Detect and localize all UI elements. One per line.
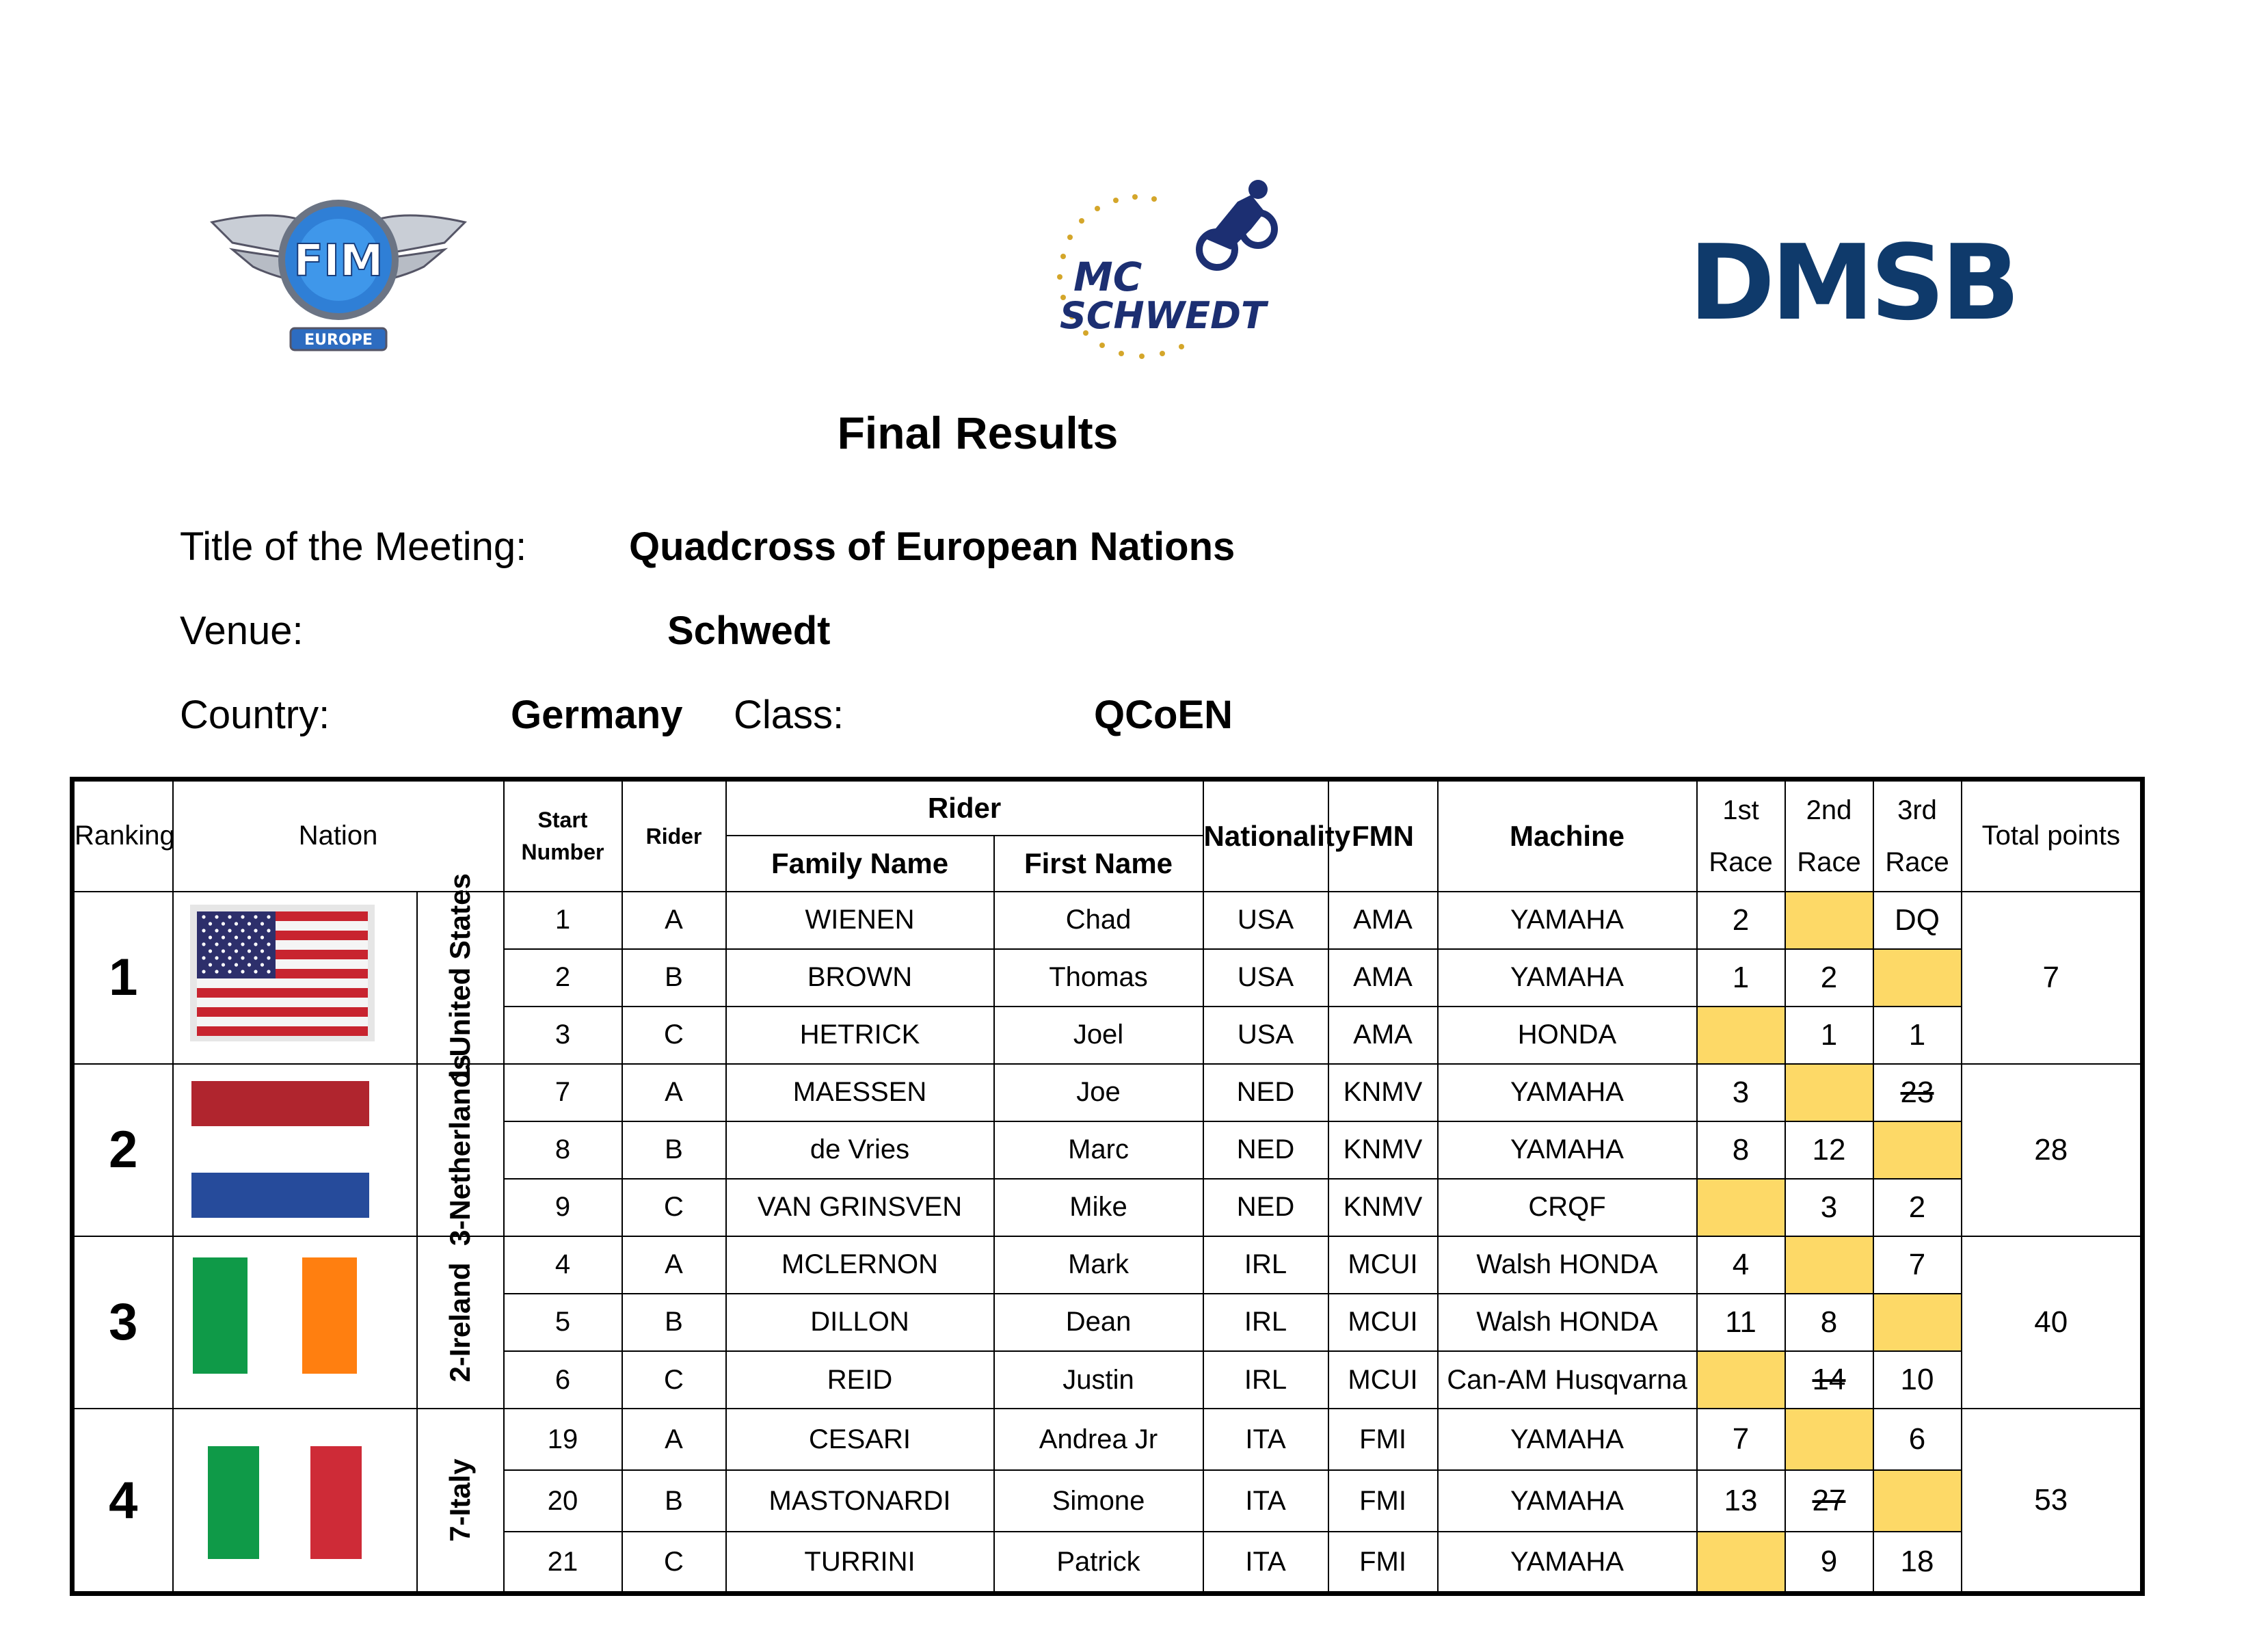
family-name-cell: BROWN <box>726 949 994 1007</box>
nation-flag-cell <box>173 1409 417 1593</box>
race-1-cell: 4 <box>1697 1236 1785 1294</box>
race-3-cell: 6 <box>1873 1409 1962 1470</box>
race-3-cell <box>1873 949 1962 1007</box>
race-2-cell: 14 <box>1785 1351 1873 1409</box>
header-start-number: Start Number <box>504 780 622 892</box>
header-nation: Nation <box>173 780 504 892</box>
rider-letter-cell: A <box>622 1409 726 1470</box>
race-2-cell <box>1785 1236 1873 1294</box>
race-1-cell: 13 <box>1697 1470 1785 1532</box>
family-name-cell: de Vries <box>726 1121 994 1179</box>
nationality-cell: USA <box>1203 949 1328 1007</box>
start-number-cell: 5 <box>504 1294 622 1351</box>
first-name-cell: Patrick <box>994 1532 1203 1593</box>
nation-flag-cell <box>173 892 417 1064</box>
race-3-cell: 10 <box>1873 1351 1962 1409</box>
svg-text:FIM: FIM <box>293 236 384 287</box>
rider-letter-cell: A <box>622 892 726 949</box>
rider-letter-cell: A <box>622 1236 726 1294</box>
start-number-cell: 21 <box>504 1532 622 1593</box>
machine-cell: YAMAHA <box>1438 1121 1697 1179</box>
header-ranking: Ranking <box>72 780 173 892</box>
header-nationality: Nationality <box>1203 780 1328 892</box>
class-value: QCoEN <box>1094 693 1233 737</box>
first-name-cell: Joel <box>994 1007 1203 1064</box>
svg-text:SCHWEDT: SCHWEDT <box>1060 294 1266 337</box>
country-value: Germany <box>511 693 683 737</box>
nationality-cell: USA <box>1203 892 1328 949</box>
country-label: Country: <box>180 693 330 737</box>
first-name-cell: Dean <box>994 1294 1203 1351</box>
nationality-cell: IRL <box>1203 1294 1328 1351</box>
dmsb-logo: DMSB <box>1689 222 2016 343</box>
total-points-cell: 53 <box>1962 1409 2143 1593</box>
header-race-3: 3rd Race <box>1873 780 1962 892</box>
nationality-cell: IRL <box>1203 1236 1328 1294</box>
usa-flag-icon <box>190 905 375 1041</box>
header-rider: Rider <box>622 780 726 892</box>
ireland-flag-icon <box>193 1257 357 1374</box>
header-family-name: Family Name <box>726 836 994 892</box>
rider-letter-cell: C <box>622 1532 726 1593</box>
race-3-cell: 18 <box>1873 1532 1962 1593</box>
race-1-cell <box>1697 1532 1785 1593</box>
machine-cell: YAMAHA <box>1438 1409 1697 1470</box>
race-3-cell: 23 <box>1873 1064 1962 1121</box>
total-points-cell: 7 <box>1962 892 2143 1064</box>
svg-text:MC: MC <box>1073 254 1142 300</box>
venue-label: Venue: <box>180 609 304 653</box>
header-fmn: FMN <box>1328 780 1438 892</box>
first-name-cell: Simone <box>994 1470 1203 1532</box>
start-number-cell: 1 <box>504 892 622 949</box>
race-3-cell <box>1873 1121 1962 1179</box>
family-name-cell: TURRINI <box>726 1532 994 1593</box>
rider-letter-cell: C <box>622 1007 726 1064</box>
rank-cell: 2 <box>72 1064 173 1236</box>
nation-name-cell <box>417 1236 504 1409</box>
family-name-cell: MASTONARDI <box>726 1470 994 1532</box>
total-points-cell: 28 <box>1962 1064 2143 1236</box>
start-number-cell: 3 <box>504 1007 622 1064</box>
first-name-cell: Andrea Jr <box>994 1409 1203 1470</box>
rider-letter-cell: B <box>622 949 726 1007</box>
race-2-cell <box>1785 1064 1873 1121</box>
race-1-cell: 2 <box>1697 892 1785 949</box>
machine-cell: HONDA <box>1438 1007 1697 1064</box>
first-name-cell: Chad <box>994 892 1203 949</box>
nation-flag-cell <box>173 1236 417 1409</box>
race-1-cell <box>1697 1179 1785 1236</box>
machine-cell: YAMAHA <box>1438 1470 1697 1532</box>
total-points-cell: 40 <box>1962 1236 2143 1409</box>
header-rider-group: Rider <box>726 780 1203 836</box>
fmn-cell: MCUI <box>1328 1236 1438 1294</box>
start-number-cell: 4 <box>504 1236 622 1294</box>
race-2-cell: 8 <box>1785 1294 1873 1351</box>
nationality-cell: ITA <box>1203 1470 1328 1532</box>
race-2-cell: 1 <box>1785 1007 1873 1064</box>
fim-europe-logo <box>205 195 472 359</box>
class-label: Class: <box>734 693 844 737</box>
machine-cell: YAMAHA <box>1438 1064 1697 1121</box>
start-number-cell: 6 <box>504 1351 622 1409</box>
race-1-cell: 8 <box>1697 1121 1785 1179</box>
machine-cell: YAMAHA <box>1438 892 1697 949</box>
first-name-cell: Thomas <box>994 949 1203 1007</box>
machine-cell: CRQF <box>1438 1179 1697 1236</box>
fmn-cell: KNMV <box>1328 1179 1438 1236</box>
page-title: Final Results <box>837 408 1119 458</box>
race-1-cell: 7 <box>1697 1409 1785 1470</box>
nationality-cell: NED <box>1203 1121 1328 1179</box>
race-1-cell <box>1697 1351 1785 1409</box>
table-row <box>72 1064 2143 1121</box>
family-name-cell: DILLON <box>726 1294 994 1351</box>
nationality-cell: USA <box>1203 1007 1328 1064</box>
nationality-cell: ITA <box>1203 1532 1328 1593</box>
first-name-cell: Mark <box>994 1236 1203 1294</box>
race-2-cell: 9 <box>1785 1532 1873 1593</box>
nation-name: 2-Ireland <box>444 1262 476 1383</box>
rank-cell: 3 <box>72 1236 173 1409</box>
fmn-cell: KNMV <box>1328 1121 1438 1179</box>
machine-cell: YAMAHA <box>1438 1532 1697 1593</box>
nationality-cell: NED <box>1203 1179 1328 1236</box>
fmn-cell: FMI <box>1328 1470 1438 1532</box>
header-race-1: 1st Race <box>1697 780 1785 892</box>
rank-cell: 4 <box>72 1409 173 1593</box>
rank-cell: 1 <box>72 892 173 1064</box>
rider-letter-cell: B <box>622 1121 726 1179</box>
start-number-cell: 7 <box>504 1064 622 1121</box>
nationality-cell: NED <box>1203 1064 1328 1121</box>
venue-value: Schwedt <box>667 609 831 653</box>
race-1-cell <box>1697 1007 1785 1064</box>
nation-name: 1-United States <box>444 872 476 1082</box>
header-first-name: First Name <box>994 836 1203 892</box>
header-machine: Machine <box>1438 780 1697 892</box>
fmn-cell: AMA <box>1328 949 1438 1007</box>
first-name-cell: Marc <box>994 1121 1203 1179</box>
race-3-cell: 7 <box>1873 1236 1962 1294</box>
first-name-cell: Joe <box>994 1064 1203 1121</box>
fmn-cell: MCUI <box>1328 1294 1438 1351</box>
italy-flag-icon <box>208 1446 362 1559</box>
race-1-cell: 3 <box>1697 1064 1785 1121</box>
header-total-points: Total points <box>1962 780 2143 892</box>
fmn-cell: KNMV <box>1328 1064 1438 1121</box>
race-3-cell: DQ <box>1873 892 1962 949</box>
header-race-2: 2nd Race <box>1785 780 1873 892</box>
table-row <box>72 1409 2143 1470</box>
start-number-cell: 9 <box>504 1179 622 1236</box>
rider-letter-cell: B <box>622 1470 726 1532</box>
nation-name: 3-Netherlands <box>444 1054 476 1246</box>
family-name-cell: VAN GRINSVEN <box>726 1179 994 1236</box>
nation-name-cell <box>417 872 504 1082</box>
fmn-cell: FMI <box>1328 1409 1438 1470</box>
netherlands-flag-icon <box>191 1081 369 1218</box>
race-2-cell: 12 <box>1785 1121 1873 1179</box>
start-number-cell: 2 <box>504 949 622 1007</box>
race-1-cell: 1 <box>1697 949 1785 1007</box>
results-table <box>70 777 2140 1596</box>
fmn-cell: FMI <box>1328 1532 1438 1593</box>
race-2-cell: 3 <box>1785 1179 1873 1236</box>
family-name-cell: MAESSEN <box>726 1064 994 1121</box>
race-1-cell: 11 <box>1697 1294 1785 1351</box>
rider-letter-cell: A <box>622 1064 726 1121</box>
race-3-cell <box>1873 1470 1962 1532</box>
race-2-cell: 2 <box>1785 949 1873 1007</box>
machine-cell: Walsh HONDA <box>1438 1294 1697 1351</box>
first-name-cell: Mike <box>994 1179 1203 1236</box>
race-3-cell <box>1873 1294 1962 1351</box>
fmn-cell: AMA <box>1328 892 1438 949</box>
machine-cell: YAMAHA <box>1438 949 1697 1007</box>
meeting-title-label: Title of the Meeting: <box>180 524 527 569</box>
nation-flag-cell <box>173 1064 417 1236</box>
first-name-cell: Justin <box>994 1351 1203 1409</box>
race-2-cell: 27 <box>1785 1470 1873 1532</box>
start-number-cell: 20 <box>504 1470 622 1532</box>
nation-name: 7-Italy <box>444 1458 476 1542</box>
meeting-title-value: Quadcross of European Nations <box>629 524 1235 569</box>
family-name-cell: REID <box>726 1351 994 1409</box>
machine-cell: Walsh HONDA <box>1438 1236 1697 1294</box>
table-row <box>72 892 2143 949</box>
race-3-cell: 1 <box>1873 1007 1962 1064</box>
rider-letter-cell: B <box>622 1294 726 1351</box>
fmn-cell: AMA <box>1328 1007 1438 1064</box>
family-name-cell: WIENEN <box>726 892 994 949</box>
family-name-cell: CESARI <box>726 1409 994 1470</box>
table-row <box>72 1236 2143 1294</box>
race-3-cell: 2 <box>1873 1179 1962 1236</box>
machine-cell: Can-AM Husqvarna <box>1438 1351 1697 1409</box>
nationality-cell: ITA <box>1203 1409 1328 1470</box>
mc-schwedt-logo <box>1032 174 1320 379</box>
family-name-cell: MCLERNON <box>726 1236 994 1294</box>
race-2-cell <box>1785 1409 1873 1470</box>
nation-name-cell <box>417 1409 504 1593</box>
fmn-cell: MCUI <box>1328 1351 1438 1409</box>
start-number-cell: 19 <box>504 1409 622 1470</box>
rider-letter-cell: C <box>622 1351 726 1409</box>
race-2-cell <box>1785 892 1873 949</box>
nation-name-cell <box>417 1054 504 1246</box>
rider-letter-cell: C <box>622 1179 726 1236</box>
start-number-cell: 8 <box>504 1121 622 1179</box>
nationality-cell: IRL <box>1203 1351 1328 1409</box>
svg-text:EUROPE: EUROPE <box>304 332 373 349</box>
family-name-cell: HETRICK <box>726 1007 994 1064</box>
